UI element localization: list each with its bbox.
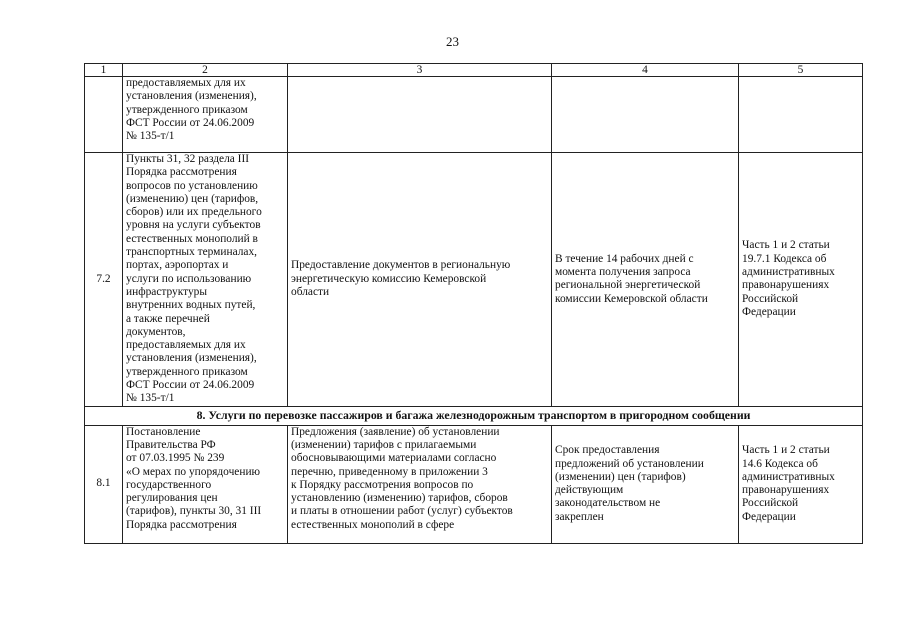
basis-cell — [123, 425, 288, 543]
cell-text-line: момента получения запроса — [555, 266, 691, 279]
cell-text-line: (изменении) тарифов с прилагаемыми — [291, 438, 477, 451]
deadline-cell — [552, 153, 739, 407]
cell-text-line: инфраструктуры — [126, 285, 207, 298]
cell-text-line: Порядка рассмотрения — [126, 518, 237, 531]
cell-text-line: административных — [742, 470, 835, 483]
cell-text-line: внутренних водных путей, — [126, 299, 256, 312]
cell-text-line: В течение 14 рабочих дней с — [555, 252, 694, 265]
liability-cell — [739, 153, 863, 407]
table-header-row — [85, 64, 863, 77]
table-row-8-1 — [85, 425, 863, 543]
page-number: 23 — [446, 34, 459, 49]
cell-text-line: от 07.03.1995 № 239 — [126, 452, 225, 465]
cell-text-line: предоставляемых для их — [126, 339, 246, 352]
cell-text-line: Часть 1 и 2 статьи — [742, 239, 830, 252]
cell-text-line: вопросов по установлению — [126, 179, 258, 192]
cell-text-line: (тарифов), пункты 30, 31 III — [126, 505, 262, 518]
cell-text-line: 14.6 Кодекса об — [742, 457, 818, 470]
row-num-cell: 8.1 — [85, 425, 123, 543]
cell-text-line: установления (изменения), — [126, 90, 257, 103]
cell-text-line: регулирования цен — [126, 492, 218, 505]
basis-cell — [123, 153, 288, 407]
liability-cell — [739, 77, 863, 153]
header-col-2: 2 — [123, 64, 288, 77]
document-table — [84, 63, 863, 544]
cell-text-line: к Порядку рассмотрения вопросов по — [291, 478, 474, 491]
cell-text-line: уровня на услуги субъектов — [126, 219, 261, 232]
cell-text-line: правонарушениях — [742, 279, 830, 292]
cell-text-line: Порядка рассмотрения — [126, 166, 237, 179]
row-num-cell — [85, 77, 123, 153]
cell-text-line: (изменению) цен (тарифов, — [126, 192, 259, 205]
deadline-cell — [552, 425, 739, 543]
cell-text-line: утвержденного приказом — [126, 103, 248, 116]
cell-text-line: закреплен — [555, 510, 604, 523]
cell-text-line: «О мерах по упорядочению — [126, 465, 261, 478]
header-col-1: 1 — [85, 64, 123, 77]
table-row-continuation — [85, 77, 863, 153]
cell-text-line: перечню, приведенному в приложении 3 — [291, 465, 488, 478]
cell-text-line: Российской — [742, 497, 799, 510]
row-num-cell: 7.2 — [85, 153, 123, 407]
basis-cell — [123, 77, 288, 153]
deadline-cell — [552, 77, 739, 153]
cell-text-line: естественных монополий в сфере — [291, 518, 455, 531]
cell-text-line: утвержденного приказом — [126, 365, 248, 378]
section-row-8 — [85, 406, 863, 425]
cell-text-line: установлению (изменению) тарифов, сборов — [291, 492, 508, 505]
cell-text-line: Федерации — [742, 305, 796, 318]
cell-text-line: государственного — [126, 478, 212, 491]
table-row-7-2 — [85, 153, 863, 407]
cell-text-line: Федерации — [742, 510, 796, 523]
section-heading: 8. Услуги по перевозке пассажиров и багажа железнодорожным транспортом в пригородном сообщении — [85, 406, 863, 425]
cell-text-line: административных — [742, 266, 835, 279]
action-cell — [288, 425, 552, 543]
cell-text-line: Постановление — [126, 425, 201, 438]
cell-text-line: предоставляемых для их — [126, 77, 246, 89]
cell-text-line: № 135-т/1 — [126, 130, 175, 143]
cell-text-line: и платы в отношении работ (услуг) субъектов — [291, 505, 513, 518]
cell-text-line: услуги по использованию — [126, 272, 252, 285]
cell-text-line: ФСТ России от 24.06.2009 — [126, 379, 255, 392]
header-col-5: 5 — [739, 64, 863, 77]
header-col-4: 4 — [552, 64, 739, 77]
cell-text-line: документов, — [126, 325, 186, 338]
cell-text-line: Часть 1 и 2 статьи — [742, 444, 830, 457]
cell-text-line: Срок предоставления — [555, 444, 660, 457]
cell-text-line: портах, аэропортах и — [126, 259, 229, 272]
cell-text-line: Пункты 31, 32 раздела III — [126, 153, 250, 165]
action-cell — [288, 153, 552, 407]
cell-text-line: Предложения (заявление) об установлении — [291, 425, 500, 438]
cell-text-line: (изменении) цен (тарифов) — [555, 470, 686, 483]
liability-cell — [739, 425, 863, 543]
action-cell — [288, 77, 552, 153]
cell-text-line: сборов) или их предельного — [126, 206, 262, 219]
cell-text-line: транспортных терминалах, — [126, 246, 258, 259]
cell-text-line: законодательством не — [555, 497, 661, 510]
cell-text-line: установления (изменения), — [126, 352, 257, 365]
cell-text-line: предложений об установлении — [555, 457, 704, 470]
cell-text-line: а также перечней — [126, 312, 210, 325]
cell-text-line: действующим — [555, 484, 624, 497]
header-col-3: 3 — [288, 64, 552, 77]
cell-text-line: ФСТ России от 24.06.2009 — [126, 116, 255, 129]
cell-text-line: Правительства РФ — [126, 438, 216, 451]
cell-text-line: комиссии Кемеровской области — [555, 292, 708, 305]
cell-text-line: № 135-т/1 — [126, 392, 175, 405]
cell-text-line: правонарушениях — [742, 484, 830, 497]
cell-text-line: естественных монополий в — [126, 232, 258, 245]
cell-text-line: энергетическую комиссию Кемеровской — [291, 272, 487, 285]
cell-text-line: 19.7.1 Кодекса об — [742, 252, 827, 265]
cell-text-line: области — [291, 285, 330, 298]
cell-text-line: обосновывающими материалами согласно — [291, 452, 497, 465]
cell-text-line: Российской — [742, 292, 799, 305]
cell-text-line: Предоставление документов в региональную — [291, 259, 511, 272]
cell-text-line: региональной энергетической — [555, 279, 701, 292]
